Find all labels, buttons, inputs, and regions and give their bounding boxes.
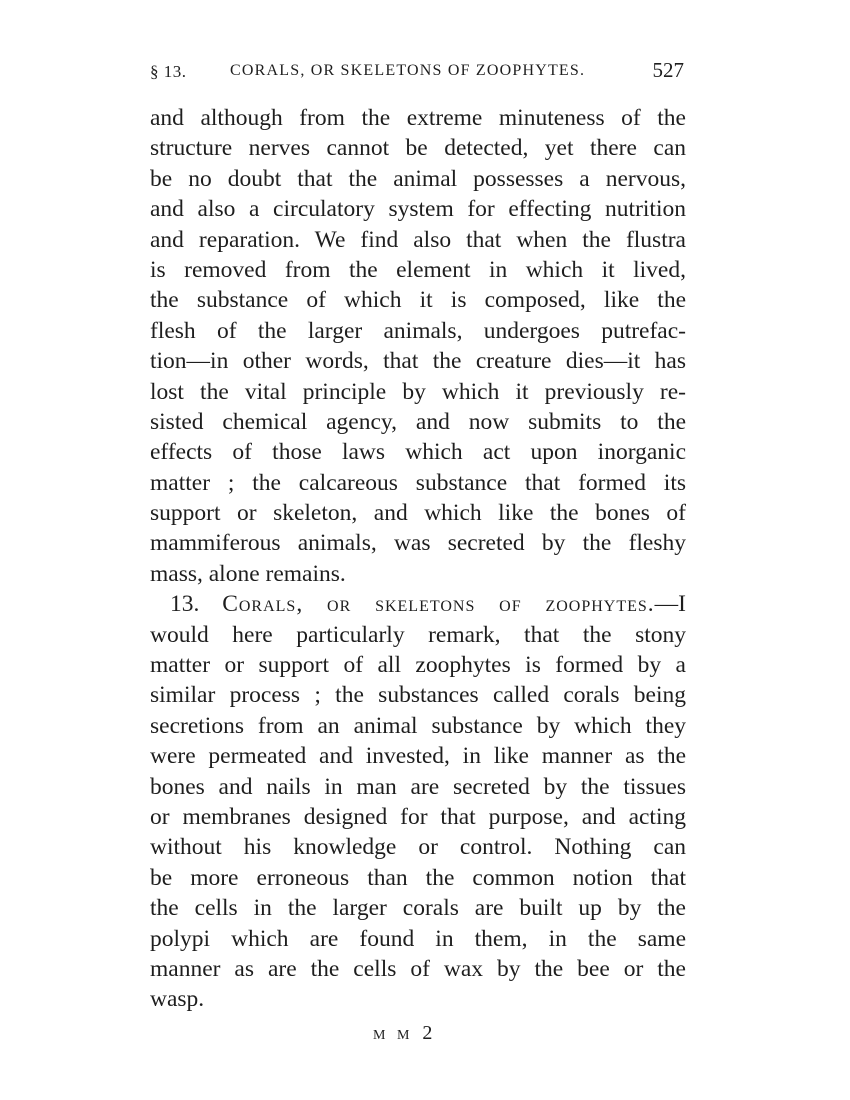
text-line: manner as are the cells of wax by the bee or the — [150, 955, 686, 982]
text-line: be no doubt that the animal possesses a nervous, — [150, 165, 686, 192]
text-line: bones and nails in man are secreted by the tissues — [150, 773, 686, 800]
text-line: effects of those laws which act upon inorganic — [150, 439, 686, 466]
paragraph-continuation — [150, 103, 686, 589]
text-line: without his knowledge or control. Nothing can — [150, 834, 686, 861]
text-line: tion—in other words, that the creature dies—it has — [150, 348, 686, 375]
text-line: the cells in the larger corals are built up by the — [150, 895, 686, 922]
text-line: and reparation. We find also that when the flustra — [150, 226, 686, 253]
running-head — [150, 58, 686, 88]
section-marker: § 13. — [150, 62, 187, 81]
text-line: or membranes designed for that purpose, and acting — [150, 803, 686, 830]
text-line: flesh of the larger animals, undergoes putrefac- — [150, 317, 686, 344]
section-number: 13. — [170, 591, 200, 618]
text-line: would here particularly remark, that the stony — [150, 621, 686, 648]
section-heading: Corals, or skeletons of zoophytes. — [222, 591, 655, 618]
text-line: mass, alone remains. — [150, 560, 346, 587]
heading-tail: —I — [654, 591, 686, 618]
text-line: is removed from the element in which it lived, — [150, 256, 686, 283]
text-line: sisted chemical agency, and now submits to the — [150, 408, 686, 435]
text-line: mammiferous animals, was secreted by the fleshy — [150, 530, 686, 557]
signature-number: 2 — [422, 1022, 437, 1044]
section-heading-line — [150, 589, 686, 619]
text-line: support or skeleton, and which like the bones of — [150, 500, 686, 527]
text-line: be more erroneous than the common notion that — [150, 864, 686, 891]
text-line: and although from the extreme minuteness of the — [150, 105, 686, 131]
text-line: and also a circulatory system for effecting nutrition — [150, 196, 686, 223]
text-line: lost the vital principle by which it previously re- — [150, 378, 686, 405]
text-line: similar process ; the substances called corals being — [150, 682, 686, 709]
text-line: secretions from an animal substance by which they — [150, 712, 686, 739]
page-number: 527 — [652, 58, 684, 82]
signature-mark — [373, 1022, 436, 1045]
text-line: matter or support of all zoophytes is formed by a — [150, 652, 686, 679]
section-paragraph — [150, 589, 686, 1014]
signature-letters: M M — [373, 1028, 414, 1043]
text-line: matter ; the calcareous substance that formed its — [150, 469, 686, 496]
text-line: the substance of which it is composed, like the — [150, 287, 686, 314]
running-title: CORALS, OR SKELETONS OF ZOOPHYTES. — [230, 62, 586, 79]
text-line: polypi which are found in them, in the same — [150, 925, 686, 952]
text-line: structure nerves cannot be detected, yet there can — [150, 135, 686, 162]
text-line: wasp. — [150, 986, 205, 1013]
text-line: were permeated and invested, in like manner as the — [150, 743, 686, 770]
body-text — [150, 103, 686, 1015]
